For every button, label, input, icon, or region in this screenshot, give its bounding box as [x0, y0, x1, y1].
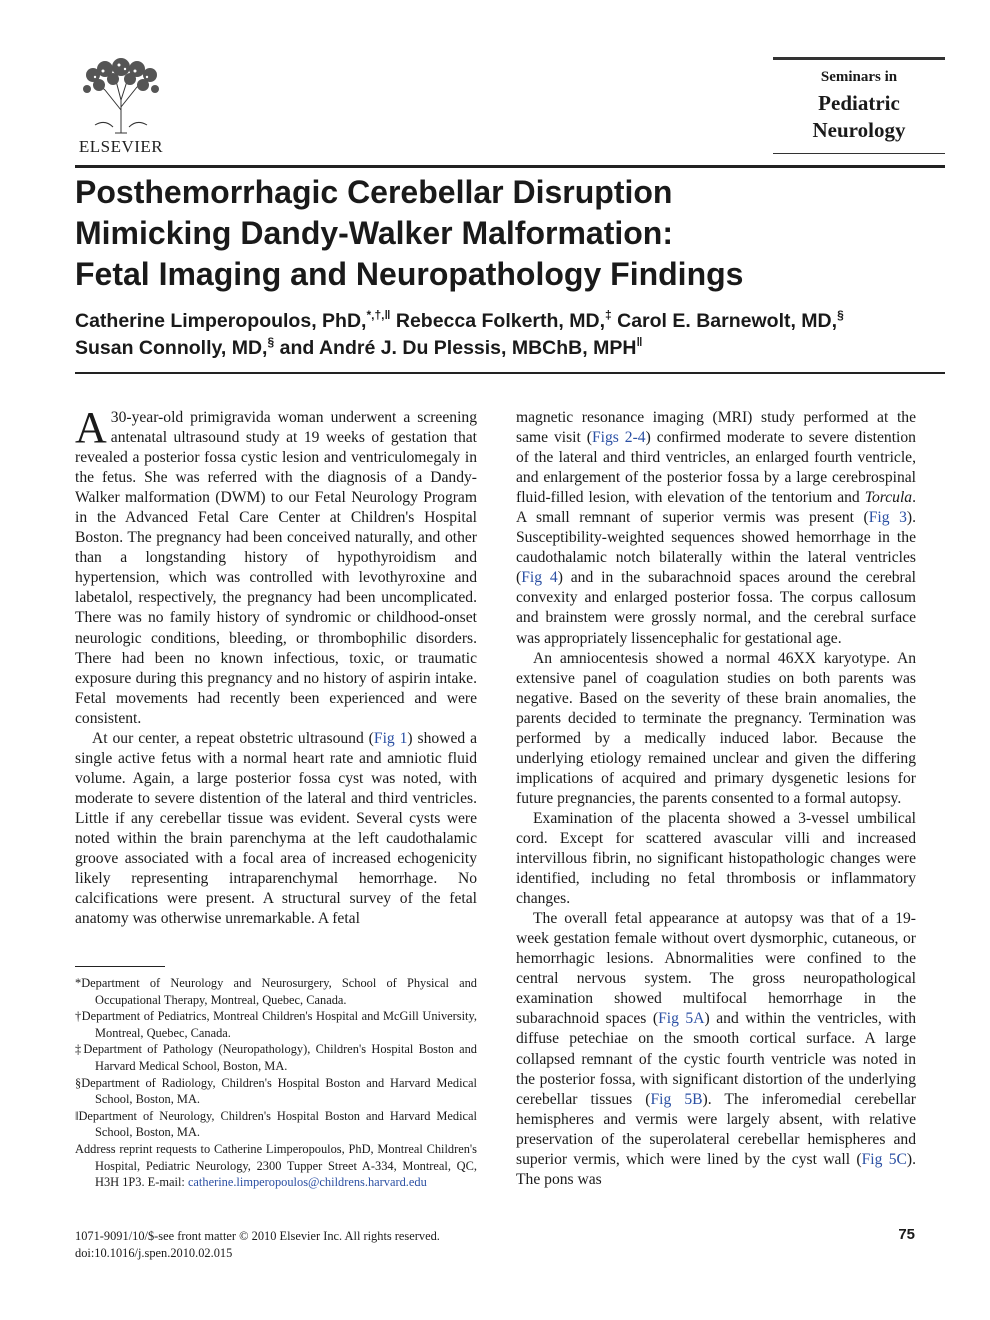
footnote-rule — [75, 966, 165, 967]
author-affiliation-marks: § — [267, 335, 275, 349]
body-paragraph — [516, 408, 916, 649]
title-line: Fetal Imaging and Neuropathology Findings — [75, 256, 744, 292]
page-number: 75 — [898, 1226, 915, 1243]
footnotes — [75, 975, 477, 1191]
footnote-affiliation: *Department of Neurology and Neurosurgery, School of Physical and Occupational Therapy, Montreal, Quebec, Canada. — [75, 976, 477, 1007]
author-name: and André J. Du Plessis, MBChB, MPH — [279, 337, 637, 359]
figure-link[interactable]: Fig 5A — [658, 1010, 705, 1028]
figure-link[interactable]: Fig 4 — [521, 569, 558, 587]
drop-cap: A — [75, 403, 107, 452]
publisher-logo-text: ELSEVIER — [78, 137, 164, 156]
author-name: Rebecca Folkerth, MD, — [395, 310, 605, 332]
paragraph-text: magnetic resonance imaging (MRI) study performed at the same visit ( — [516, 409, 916, 447]
footnote-affiliation: †Department of Pediatrics, Montreal Children's Hospital and McGill University, Montreal, Quebec, Canada. — [75, 1009, 477, 1040]
footnote-affiliation: ‖Department of Neurology, Children's Hospital Boston and Harvard Medical School, Boston, MA. — [75, 1108, 477, 1140]
body-paragraph: Examination of the placenta showed a 3-vessel umbilical cord. Except for scattered avascular villi and increased intervillous fibrin, no significant histopathologic changes were identified, including no fetal thrombosis or inflammatory changes. — [516, 809, 916, 908]
figure-link[interactable]: Fig 3 — [868, 509, 907, 527]
paragraph-text: . A small remnant of superior vermis was present ( — [516, 489, 916, 527]
body-paragraph — [516, 909, 916, 1190]
paragraph-text: ) and in the subarachnoid spaces around the cerebral convexity and enlarged posterior fossa. The corpus callosum and brainstem were grossly normal, and the cerebral surface was appropriately lissencephalic for gestational age. — [516, 569, 916, 647]
author-affiliation-marks: *,†,‖ — [366, 308, 391, 322]
body-paragraph — [75, 729, 477, 929]
author-affiliation-marks: ‡ — [605, 308, 612, 322]
paragraph-text: ) confirmed moderate to severe distention of the lateral and third ventricles, an enlarged fourth ventricle, and enlargement of the posterior fossa by a large cerebrospinal fluid-filled lesion, with elevation of the tentorium and — [516, 429, 916, 507]
body-paragraph — [75, 403, 477, 729]
paragraph-text: The overall fetal appearance at autopsy was that of a 19-week gestation female without overt dysmorphic, cutaneous, or hemorrhagic lesions. Abnormalities were confined to the central nervous system. The gross neuropathological examination showed multifocal hemorrhage in the subarachnoid spaces ( — [516, 910, 916, 1028]
journal-top-rule — [773, 57, 945, 60]
paragraph-text: ). Susceptibility-weighted sequences showed hemorrhage in the caudothalamic notch bilaterally within the lateral ventricles ( — [516, 509, 917, 587]
paragraph-text: ). The pons was — [516, 1150, 916, 1188]
doi-line: doi:10.1016/j.spen.2010.02.015 — [75, 1245, 233, 1260]
journal-name — [773, 57, 945, 155]
address-text: Address reprint requests to Catherine Limperopoulos, PhD, Montreal Children's Hospital, Pediatric Neurology, 2300 Tupper Street A-334, Montreal, QC, H3H 1P3. E-mail: — [75, 1141, 477, 1190]
header-rule — [75, 165, 945, 168]
figure-link[interactable]: Fig 5C — [861, 1150, 907, 1168]
copyright-line: 1071-9091/10/$-see front matter © 2010 Elsevier Inc. All rights reserved. — [75, 1229, 440, 1243]
figure-link[interactable]: Fig 1 — [373, 729, 408, 747]
body-column-right — [516, 408, 916, 1190]
body-paragraph: An amniocentesis showed a normal 46XX karyotype. An extensive panel of coagulation studies on both parents was negative. Based on the severity of these brain anomalies, the parents decided to terminate the pregnancy. Termination was performed by a medically induced labor. Because the underlying etiology remained unclear and given the differing implications of acquired and primary dysgenetic lesions for future pregnancies, the parents consented to a formal autopsy. — [516, 649, 916, 807]
title-line: Posthemorrhagic Cerebellar Disruption — [75, 174, 673, 210]
author-name: Catherine Limperopoulos, PhD, — [75, 310, 367, 332]
paragraph-text: ) showed a single active fetus with a normal heart rate and amniotic fluid volume. Again, a large posterior fossa cyst was noted, with moderate to severe distention of the lateral and third ventricles. Little if any cerebellar tissue was evident. Several cysts were noted within the brain parenchyma at the left caudothalamic groove associated with a focal area of increased echogenicity likely representing intraparenchymal hemorrhage. No calcifications were present. A structural survey of the fetal anatomy was otherwise unremarkable. A fetal — [75, 729, 477, 928]
article-title — [75, 172, 945, 295]
italic-term: Torcula — [864, 489, 913, 507]
title-line: Mimicking Dandy-Walker Malformation: — [75, 215, 673, 251]
author-name: Susan Connolly, MD, — [75, 337, 268, 359]
journal-title-line1: Pediatric — [818, 91, 900, 115]
author-rule — [75, 372, 945, 374]
journal-title-line2: Neurology — [812, 118, 906, 142]
paragraph-text: At our center, a repeat obstetric ultrasound ( — [92, 729, 374, 747]
figure-link[interactable]: Fig 5B — [650, 1090, 703, 1108]
author-affiliation-marks: § — [837, 308, 844, 322]
tree-icon — [75, 55, 167, 135]
email-link[interactable]: catherine.limperopoulos@childrens.harvard.edu — [187, 1175, 427, 1190]
footnote-affiliation: §Department of Radiology, Children's Hospital Boston and Harvard Medical School, Boston, MA. — [75, 1075, 477, 1107]
paragraph-text: 30-year-old primigravida woman underwent a screening antenatal ultrasound study at 19 weeks of gestation that revealed a posterior fossa cystic lesion and ventriculomegaly in the fetus. She was referred with the diagnosis of a Dandy-Walker malformation (DWM) to our Fetal Neurology Program in the Advanced Fetal Care Center at Children's Hospital Boston. The pregnancy had been conceived naturally, and other than a longstanding history of hypothyroidism and hypertension, which was controlled with levothyroxine and labetalol, respectively, the pregnancy had been uncomplicated. There was no family history of syndromic or childhood-onset neurologic conditions, bleeding, or thrombophilic disorders. There had been no known infectious, toxic, or traumatic exposure during this pregnancy and no history of aspirin intake. Fetal movements had recently been experienced and were consistent. — [75, 409, 477, 727]
body-column-left — [75, 403, 477, 929]
article-footer — [75, 1228, 495, 1261]
footnote-affiliation: ‡Department of Pathology (Neuropathology), Children's Hospital Boston and Harvard Medical School, Boston, MA. — [75, 1042, 477, 1073]
journal-prefix: Seminars in — [820, 69, 898, 85]
paragraph-text: ). The inferomedial cerebellar hemispheres and vermis were largely absent, with relative preservation of the superolateral cerebellar hemispheres and superior vermis, which were lined by the cyst wall ( — [516, 1090, 916, 1168]
author-name: Carol E. Barnewolt, MD, — [617, 310, 838, 332]
journal-bottom-rule — [773, 153, 945, 154]
figure-link[interactable]: Figs 2-4 — [591, 429, 646, 447]
footnote-address — [75, 1141, 477, 1191]
author-affiliation-marks: ‖ — [636, 335, 643, 349]
publisher-logo — [75, 55, 167, 155]
author-list — [75, 308, 945, 362]
paragraph-text: ) and within the ventricles, with diffuse petechiae on the smooth cortical surface. A large collapsed remnant of the cystic fourth ventricle was noted in the posterior fossa, with significant distortion of the underlying cerebellar tissues ( — [516, 1010, 917, 1108]
